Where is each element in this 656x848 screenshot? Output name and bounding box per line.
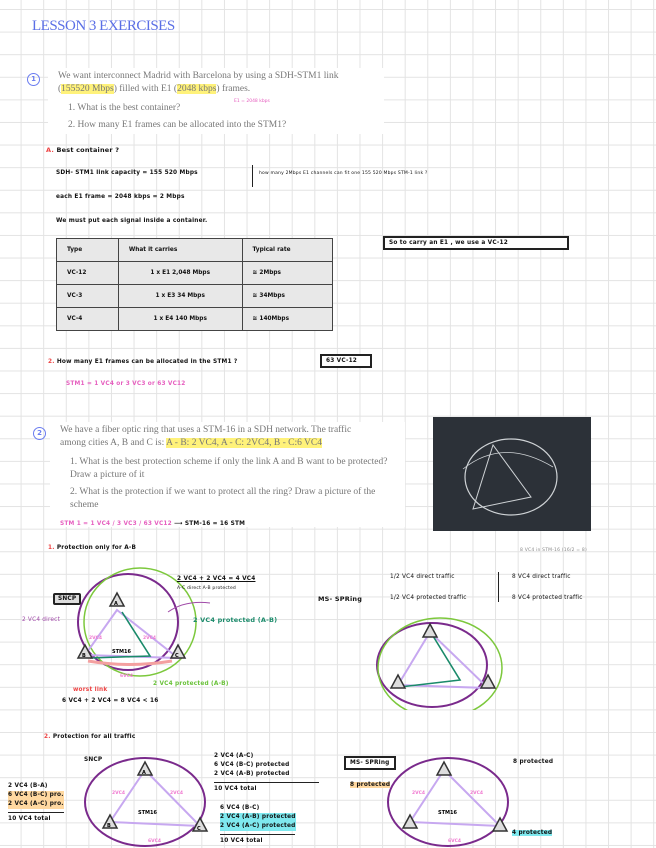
ms-node-a-icon — [437, 762, 451, 775]
center-label: STM16 — [112, 649, 131, 655]
label: 1. — [48, 545, 55, 551]
worst-sum: 6 VC4 + 2 VC4 = 8 VC4 < 16 — [62, 698, 159, 704]
link-ac-label: 2VC4 — [143, 636, 157, 641]
label: A. — [46, 146, 55, 154]
answer-box: 63 VC-12 — [320, 354, 372, 368]
sum-top: 2 VC4 + 2 VC4 = 4 VC4 — [177, 576, 256, 582]
ms-bottom-protected: 4 protected — [512, 830, 553, 836]
problem-1-text — [48, 68, 384, 134]
node-b-label: B — [107, 823, 111, 829]
ms-triangle — [410, 770, 500, 826]
ms-line-2: 1/2 VC4 protected traffic — [390, 595, 467, 601]
th: What it carries — [118, 239, 242, 262]
pink-text: STM 1 = 1 VC4 / 3 VC3 / 63 VC12 — [60, 521, 172, 527]
problem-2-text — [50, 422, 405, 527]
direct-label: 2 VC4 direct — [22, 617, 61, 623]
protected-teal-label: 2 VC4 protected (A-B) — [193, 616, 278, 624]
question-2: 2. How many E1 frames can be allocated into the STM1? — [68, 120, 287, 130]
problem-2-line1: We have a fiber optic ring that uses a STM-16 in a SDH network. The traffic — [60, 425, 352, 435]
question-1: 1. What is the best container? — [68, 103, 181, 113]
part-2-heading — [44, 734, 135, 740]
ms-link-ab-label: 2VC4 — [412, 791, 426, 796]
node-c-label: C — [197, 826, 201, 832]
note: 8 VC4 in STM-16 (16/2 = 8) — [520, 548, 587, 553]
total: 10 VC4 total — [214, 782, 319, 794]
link-bc-label: 6VC4 — [148, 839, 162, 844]
problem-2-number: 2 — [33, 427, 46, 440]
bottom-list — [220, 804, 296, 846]
stm1-equation: STM1 = 1 VC4 or 3 VC3 or 63 VC12 — [66, 381, 186, 387]
cell: VC-12 — [57, 262, 119, 285]
brace — [496, 572, 499, 602]
cell: ≅ 140Mbps — [242, 308, 332, 331]
question-2: 2. What is the protection if we want to protect all the ring? Draw a picture of the scheme — [70, 487, 376, 510]
node-c-label: C — [175, 653, 179, 659]
question: How many E1 frames can be allocated in the STM1 ? — [56, 359, 238, 365]
link-ab-label: 2VC4 — [112, 791, 126, 796]
ms-link-ac-label: 2VC4 — [470, 791, 484, 796]
ms-triangle — [398, 632, 488, 688]
text: frames. — [221, 84, 251, 94]
table-row — [57, 308, 333, 331]
e1-rate: 2048 kbps — [177, 84, 217, 94]
problem-1-number: 1 — [27, 73, 40, 86]
th: Type — [57, 239, 119, 262]
stm-equation — [60, 521, 245, 527]
cell: 1 x E3 34 Mbps — [118, 285, 242, 308]
problem-1-line2: (155520 Mbps) filled with E1 (2048 kbps) frames. — [58, 84, 251, 94]
item: 2 VC4 (A-B) protected — [220, 814, 296, 820]
total: 10 VC4 total — [220, 834, 295, 846]
black-text: ⟶ STM-16 = 16 STM — [174, 521, 246, 527]
traffic-values: A - B: 2 VC4, A - C: 2VC4, B - C:6 VC4 — [166, 438, 322, 448]
item: 6 VC4 (B-C) pro. — [8, 792, 64, 798]
brace — [252, 165, 254, 187]
cell: 1 x E4 140 Mbps — [118, 308, 242, 331]
worst-link — [88, 661, 172, 665]
text: among cities A, B and C is: — [60, 438, 165, 448]
answer-line: each E1 frame = 2048 kbps = 2 Mbps — [56, 194, 185, 200]
triangle-links — [85, 610, 178, 658]
cell: ≅ 34Mbps — [242, 285, 332, 308]
label: 2. — [44, 734, 51, 740]
page-title: LESSON 3 EXERCISES — [32, 18, 175, 34]
e1: E1 — [160, 84, 172, 94]
table-row — [57, 262, 333, 285]
item: 2 VC4 (A-B) protected — [214, 771, 290, 777]
protected-green-label: 2 VC4 protected (A-B) — [153, 681, 229, 687]
th: Typical rate — [242, 239, 332, 262]
item: 6 VC4 (B-C) protected — [214, 762, 290, 768]
ms-spring-label: MS- SPRing — [318, 595, 363, 603]
problem-2-line2 — [60, 437, 395, 450]
sncp-label: SNCP — [84, 757, 103, 763]
cell: VC-4 — [57, 308, 119, 331]
cell: VC-3 — [57, 285, 119, 308]
question-1: 1. What is the best protection scheme if only the link A and B want to be protected? Draw a picture of it — [70, 457, 388, 480]
triangle-links — [110, 770, 200, 826]
center-label: STM16 — [138, 810, 157, 816]
node-a-label: A — [142, 770, 146, 776]
link-ab-label: 2VC4 — [89, 636, 103, 641]
problem-1-line1: We want interconnect Madrid with Barcelona by using a SDH-STM1 link — [58, 71, 339, 81]
ms-protected-path — [400, 636, 460, 687]
total: 10 VC4 total — [8, 812, 64, 824]
table-row — [57, 285, 333, 308]
conclusion-box: So to carry an E1 , we use a VC-12 — [383, 236, 569, 250]
ms-node-a-icon — [423, 624, 437, 637]
side-note: how many 2Mbps E1 channels can fit one 155 520 Mbps STM-1 link ? — [259, 171, 428, 176]
node-a-label: A — [114, 601, 118, 607]
item: 2 VC4 (B-A) — [8, 783, 48, 789]
text: filled with — [119, 84, 159, 94]
part-2-diagrams — [0, 750, 656, 848]
item: 2 VC4 (A-C) — [214, 753, 254, 759]
ms-top-protected: 8 protected — [513, 759, 554, 765]
ms-center-label: STM16 — [438, 810, 457, 816]
ms-line-1: 1/2 VC4 direct traffic — [390, 574, 455, 580]
table-header-row — [57, 239, 333, 262]
label: 2. — [48, 359, 55, 365]
cell: 1 x E1 2,048 Mbps — [118, 262, 242, 285]
stm1-rate: 155520 Mbps — [61, 84, 114, 94]
ms-link-bc-label: 6VC4 — [448, 839, 462, 844]
answer-line: We must put each signal inside a container. — [56, 218, 208, 224]
node-b-label: B — [82, 653, 86, 659]
answer-line: SDH- STM1 link capacity = 155 520 Mbps — [56, 170, 198, 176]
link-ac-label: 2VC4 — [170, 791, 184, 796]
sum-sub: A-C direct A-B protected — [177, 586, 236, 591]
top-list — [214, 752, 319, 794]
worst-link-label: worst link — [73, 687, 108, 693]
heading: Protection for all traffic — [52, 734, 136, 740]
container-table — [56, 238, 333, 331]
ms-left-protected: 8 protected — [350, 782, 391, 788]
part-1-heading — [48, 545, 136, 551]
left-list — [8, 782, 64, 824]
sncp-label: SNCP — [53, 593, 81, 605]
ms-spring-box: MS- SPRing — [344, 756, 396, 770]
ms-right-1: 8 VC4 direct traffic — [512, 574, 571, 580]
cell: ≅ 2Mbps — [242, 262, 332, 285]
e1-annotation: E1 = 2048 kbps — [234, 99, 270, 104]
answer-1-heading — [46, 146, 119, 154]
item: 2 VC4 (A-C) pro. — [8, 801, 64, 807]
heading: Protection only for A-B — [56, 545, 137, 551]
protection-ring — [84, 568, 196, 676]
heading: Best container ? — [56, 146, 120, 154]
item: 6 VC4 (B-C) — [220, 805, 260, 811]
ms-right-2: 8 VC4 protected traffic — [512, 595, 583, 601]
item: 2 VC4 (A-C) protected — [220, 823, 296, 829]
answer-2-question — [48, 359, 237, 365]
whiteboard-photo — [433, 417, 591, 531]
link-bc-label: 6VC4 — [120, 674, 134, 679]
